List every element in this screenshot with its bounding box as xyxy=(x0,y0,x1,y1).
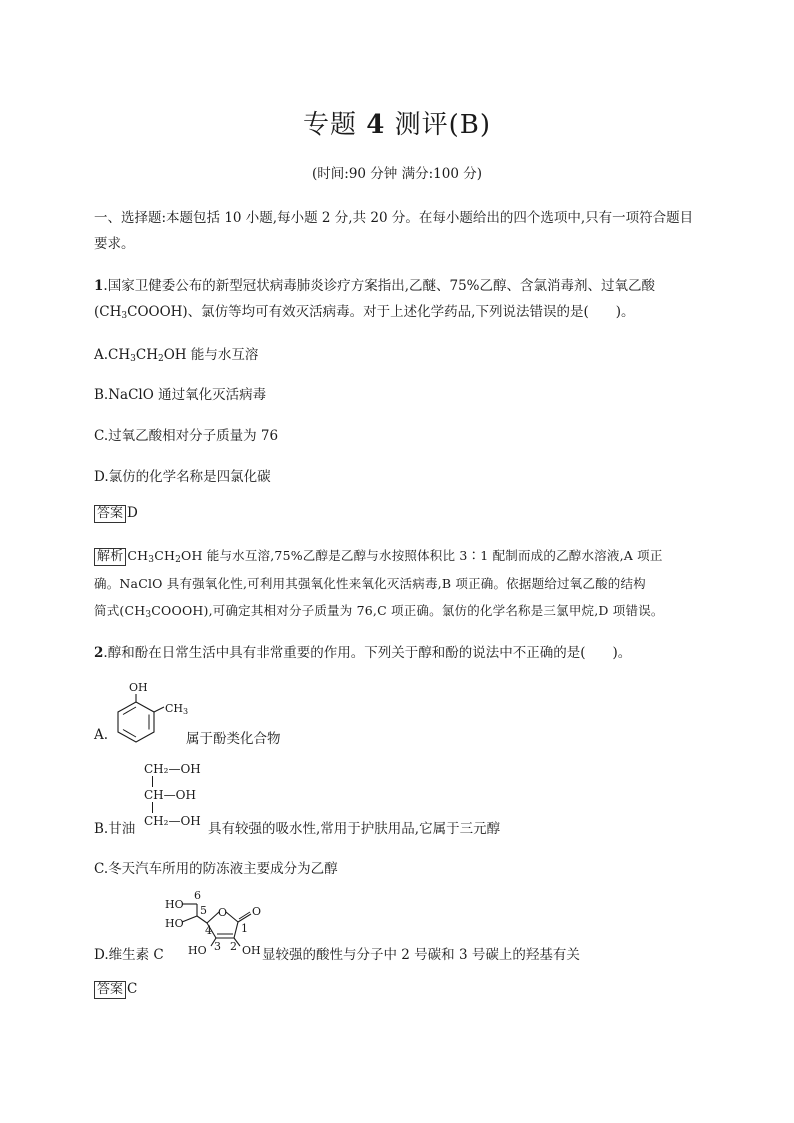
c5-hydroxyl-label: HO xyxy=(165,917,184,930)
carbon-number-1: 1 xyxy=(241,922,248,935)
q1-stem-line2: $(CH_3COOOH)$、氯仿等均可有效灭活病毒。对于上述化学药品,下列说法错误的是( )。 xyxy=(94,304,635,321)
q1-number: 1 xyxy=(94,278,104,294)
q1-explanation-line1: 解析 $CH_3CH_2OH$ 能与水互溶,75%乙醇是乙醇与水按照体积比 3∶1 配制而成的乙醇水溶液,A 项正 xyxy=(94,546,663,566)
glycerol-structure: CH₂—OH CH—OH CH₂—OH xyxy=(144,762,201,828)
q2-answer xyxy=(94,981,137,999)
q2-number: 2 xyxy=(94,645,104,661)
carbon-number-3: 3 xyxy=(214,940,221,953)
ring-oxygen-label: O xyxy=(218,906,228,919)
q1-option-d: D.氯仿的化学名称是四氯化碳 xyxy=(94,469,271,485)
c2-hydroxyl-label: OH xyxy=(242,944,261,956)
explanation-label-box: 解析 xyxy=(94,548,126,566)
carbon-number-2: 2 xyxy=(230,940,237,953)
q1-option-c: C.过氧乙酸相对分子质量为 76 xyxy=(94,428,279,444)
q1-answer xyxy=(94,505,138,523)
o-cresol-structure xyxy=(110,676,190,748)
carbon-number-6: 6 xyxy=(194,889,201,902)
q1-explanation-line3: 简式$(CH_3COOOH)$,可确定其相对分子质量为 76,C 项正确。氯仿的化学名称是三氯甲烷,D 项错误。 xyxy=(94,603,664,620)
q2-option-a-label: A. xyxy=(94,727,109,743)
q1-answer-value: D xyxy=(127,505,138,521)
q1-option-a: $A.CH_3CH_2OH$ 能与水互溶 xyxy=(94,347,259,364)
exam-info: (时间:90 分钟 满分:100 分) xyxy=(312,166,482,182)
section-instructions-line2: 要求。 xyxy=(94,236,135,252)
page-title: 专题 4 测评(B) xyxy=(302,110,492,140)
q1-option-b: B.NaClO 通过氧化灭活病毒 xyxy=(94,387,267,403)
carbonyl-oxygen-label: O xyxy=(252,905,262,918)
q2-option-d-text: 显较强的酸性与分子中 2 号碳和 3 号碳上的羟基有关 xyxy=(262,947,580,963)
q2-option-b-label: B.甘油 xyxy=(94,821,136,837)
q2-answer-value: C xyxy=(127,981,138,997)
answer-label-box: 答案 xyxy=(94,981,126,999)
q2-option-d-label: D.维生素 C xyxy=(94,947,164,963)
q2-option-c: C.冬天汽车所用的防冻液主要成分为乙醇 xyxy=(94,861,338,877)
vitamin-c-structure xyxy=(160,888,264,956)
q1-explanation-line2: 确。NaClO 具有强氧化性,可利用其强氧化性来氧化灭活病毒,B 项正确。依据题给过氧乙酸的结构 xyxy=(94,576,646,591)
section-instructions-line1: 一、选择题:本题包括 10 小题,每小题 2 分,共 20 分。在每小题给出的四个选项中,只有一项符合题目 xyxy=(94,210,694,226)
hydroxyl-label: OH xyxy=(129,681,148,694)
q1-stem-line1: 1.国家卫健委公布的新型冠状病毒肺炎诊疗方案指出,乙醚、75%乙醇、含氯消毒剂、过氧乙酸 xyxy=(94,278,655,294)
q2-option-a-text: 属于酚类化合物 xyxy=(186,731,281,747)
answer-label-box: 答案 xyxy=(94,505,126,523)
methyl-label: CH3 xyxy=(165,702,189,716)
q2-option-b-text: 具有较强的吸水性,常用于护肤用品,它属于三元醇 xyxy=(208,821,501,837)
c6-hydroxyl-label: HO xyxy=(165,898,184,911)
carbon-number-4: 4 xyxy=(205,924,212,937)
c3-hydroxyl-label: HO xyxy=(188,944,207,956)
q2-stem: 2.醇和酚在日常生活中具有非常重要的作用。下列关于醇和酚的说法中不正确的是( )。 xyxy=(94,645,632,661)
carbon-number-5: 5 xyxy=(200,904,207,917)
